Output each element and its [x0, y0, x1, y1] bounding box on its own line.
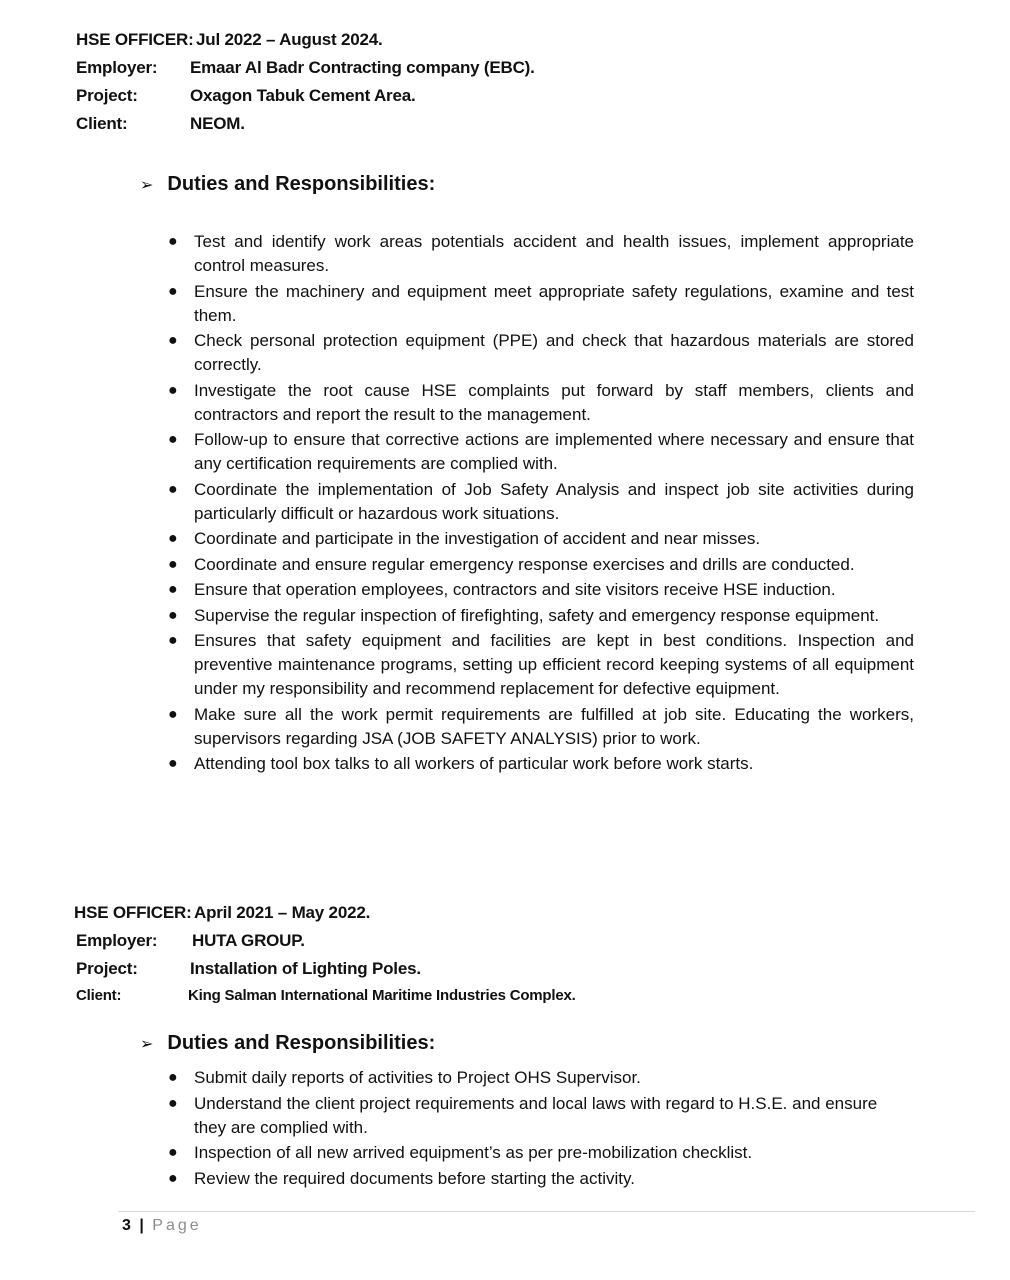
job2-client-label: Client: [76, 987, 122, 1004]
dot-bullet-icon: ● [168, 1169, 178, 1187]
job1-employer-label: Employer: [76, 58, 158, 77]
job2-header [74, 903, 954, 1011]
duty-text: Supervise the regular inspection of firefighting, safety and emergency response equipment. [194, 605, 880, 625]
dot-bullet-icon: ● [168, 555, 178, 573]
arrow-bullet-icon: ➢ [140, 1035, 154, 1053]
job2-project-row [74, 959, 954, 987]
duty-text: Understand the client project requirements and local laws with regard to H.S.E. and ensure they are complied with. [194, 1093, 878, 1137]
job1-project-value: Oxagon Tabuk Cement Area. [190, 86, 416, 105]
arrow-bullet-icon: ➢ [140, 176, 154, 194]
job2-employer-row [74, 931, 954, 959]
duty-text: Coordinate and ensure regular emergency response exercises and drills are conducted. [194, 554, 855, 574]
job2-duties-list [168, 1066, 888, 1192]
dot-bullet-icon: ● [168, 606, 178, 624]
duty-text: Coordinate the implementation of Job Safety Analysis and inspect job site activities during particularly difficult or hazardous work situations. [194, 479, 914, 523]
duty-text: Ensure the machinery and equipment meet appropriate safety regulations, examine and test them. [194, 281, 914, 325]
list-item [168, 329, 914, 377]
job2-duties-heading [140, 1032, 435, 1055]
list-item [168, 1066, 888, 1090]
job2-title-value: April 2021 – May 2022. [194, 903, 371, 922]
job2-client-value: King Salman International Maritime Industries Complex. [188, 987, 576, 1004]
job1-duties-heading [140, 173, 435, 196]
job1-duties-heading-text: Duties and Responsibilities: [167, 173, 436, 195]
page-footer [122, 1217, 202, 1235]
dot-bullet-icon: ● [168, 233, 178, 250]
duty-text: Ensures that safety equipment and facilities are kept in best conditions. Inspection and preventive maintenance programs, setting up efficient record keeping systems of all equipment under my responsibility and recommend replacement for defective equipment. [194, 631, 914, 698]
duty-text: Inspection of all new arrived equipment’s as per pre-mobilization checklist. [194, 1143, 753, 1162]
dot-bullet-icon: ● [168, 1094, 178, 1112]
job1-title-label: HSE OFFICER: [76, 30, 194, 49]
list-item [168, 527, 914, 551]
dot-bullet-icon: ● [168, 530, 178, 547]
duty-text: Check personal protection equipment (PPE) and check that hazardous materials are stored correctly. [194, 331, 914, 374]
dot-bullet-icon: ● [168, 1144, 178, 1161]
footer-separator: | [139, 1217, 144, 1234]
list-item [168, 1167, 888, 1191]
duty-text: Attending tool box talks to all workers of particular work before work starts. [194, 754, 754, 773]
job2-client-row [74, 987, 954, 1011]
duty-text: Ensure that operation employees, contractors and site visitors receive HSE induction. [194, 580, 836, 599]
dot-bullet-icon: ● [168, 581, 178, 598]
job1-duties-list [168, 230, 914, 778]
duty-text: Make sure all the work permit requirements are fulfilled at job site. Educating the workers, supervisors regarding JSA (JOB SAFETY ANALYSIS) prior to work. [194, 704, 914, 748]
list-item [168, 604, 914, 628]
job2-duties-heading-text: Duties and Responsibilities: [167, 1032, 436, 1054]
job1-employer-row [76, 58, 956, 86]
dot-bullet-icon: ● [168, 332, 178, 349]
list-item [168, 1141, 888, 1165]
dot-bullet-icon: ● [168, 431, 178, 448]
job2-title-row [74, 903, 954, 931]
dot-bullet-icon: ● [168, 705, 178, 723]
job2-project-value: Installation of Lighting Poles. [190, 959, 421, 978]
list-item [168, 752, 914, 776]
duty-text: Follow-up to ensure that corrective actions are implemented where necessary and ensure that any certification requirements are complied with. [194, 430, 914, 473]
list-item [168, 578, 914, 602]
job2-employer-label: Employer: [76, 931, 158, 950]
duty-text: Investigate the root cause HSE complaints put forward by staff members, clients and contractors and report the result to the management. [194, 380, 914, 424]
footer-divider [118, 1211, 975, 1212]
list-item [168, 280, 914, 328]
dot-bullet-icon: ● [168, 381, 178, 399]
page-number: 3 [122, 1217, 131, 1234]
duty-text: Coordinate and participate in the investigation of accident and near misses. [194, 529, 761, 548]
list-item [168, 428, 914, 476]
job1-title-row [76, 30, 956, 58]
job1-project-label: Project: [76, 86, 138, 105]
job1-project-row [76, 86, 956, 114]
list-item [168, 478, 914, 526]
duty-text: Test and identify work areas potentials accident and health issues, implement appropriate control measures. [194, 232, 914, 275]
job1-employer-value: Emaar Al Badr Contracting company (EBC). [190, 58, 535, 77]
list-item [168, 230, 914, 278]
list-item [168, 1092, 888, 1140]
list-item [168, 553, 914, 577]
dot-bullet-icon: ● [168, 480, 178, 498]
duty-text: Submit daily reports of activities to Project OHS Supervisor. [194, 1068, 641, 1087]
dot-bullet-icon: ● [168, 1069, 178, 1086]
page-word: Page [152, 1217, 202, 1234]
dot-bullet-icon: ● [168, 282, 178, 300]
job2-title-label: HSE OFFICER: [74, 903, 192, 922]
job2-project-label: Project: [76, 959, 138, 978]
list-item [168, 629, 914, 701]
duty-text: Review the required documents before starting the activity. [194, 1168, 635, 1188]
list-item [168, 703, 914, 751]
dot-bullet-icon: ● [168, 632, 178, 649]
job2-employer-value: HUTA GROUP. [192, 931, 305, 950]
dot-bullet-icon: ● [168, 755, 178, 772]
job1-header [76, 30, 956, 142]
list-item [168, 379, 914, 427]
job1-client-row [76, 114, 956, 142]
job1-client-value: NEOM. [190, 114, 245, 133]
job1-client-label: Client: [76, 114, 128, 133]
job1-title-value: Jul 2022 – August 2024. [196, 30, 383, 49]
